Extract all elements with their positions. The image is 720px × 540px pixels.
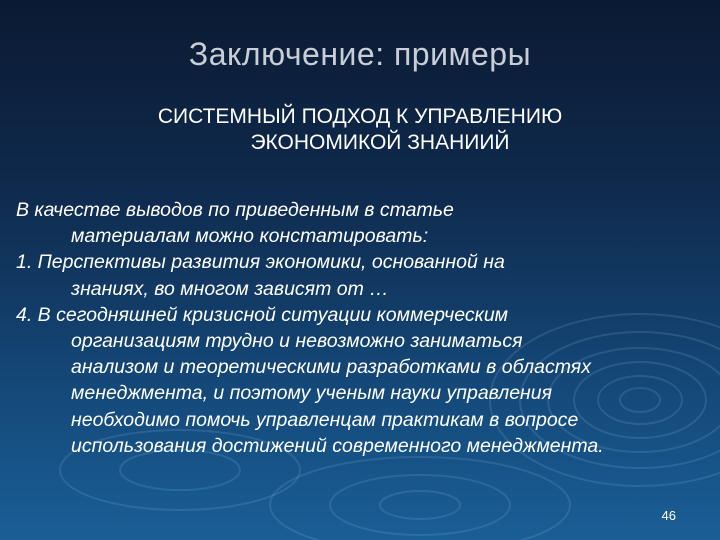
paragraph-line: В качестве выводов по приведенным в статье <box>16 199 454 221</box>
page-number: 46 <box>661 508 676 523</box>
paragraph-line: 1. Перспективы развития экономики, основанной на <box>16 251 505 274</box>
subtitle-line-2: ЭКОНОМИКОЙ ЗНАНИИЙ <box>250 131 510 154</box>
paragraph-line: знаниях, во многом зависят от … <box>71 277 389 300</box>
paragraph-line: материалам можно констатировать: <box>71 225 429 248</box>
point-1-paragraph <box>16 249 706 301</box>
intro-paragraph <box>16 197 706 249</box>
paragraph-line: менеджмента, и поэтому ученым науки управления <box>71 382 553 405</box>
slide-title: Заключение: примеры <box>188 36 532 72</box>
paragraph-line: анализом и теоретическими разработками в областях <box>71 356 591 379</box>
paragraph-line: организациям трудно и невозможно заниматься <box>71 330 523 353</box>
subtitle-line-1: СИСТЕМНЫЙ ПОДХОД К УПРАВЛЕНИЮ <box>157 105 563 128</box>
paragraph-line: необходимо помочь управленцам практикам в вопросе <box>71 408 579 431</box>
slide-subtitle <box>60 104 660 156</box>
paragraph-line: использования достижений современного менеджмента. <box>71 434 604 457</box>
point-4-paragraph <box>16 302 706 459</box>
paragraph-line: 4. В сегодняшней кризисной ситуации коммерческим <box>16 303 509 326</box>
slide-body <box>16 197 706 459</box>
